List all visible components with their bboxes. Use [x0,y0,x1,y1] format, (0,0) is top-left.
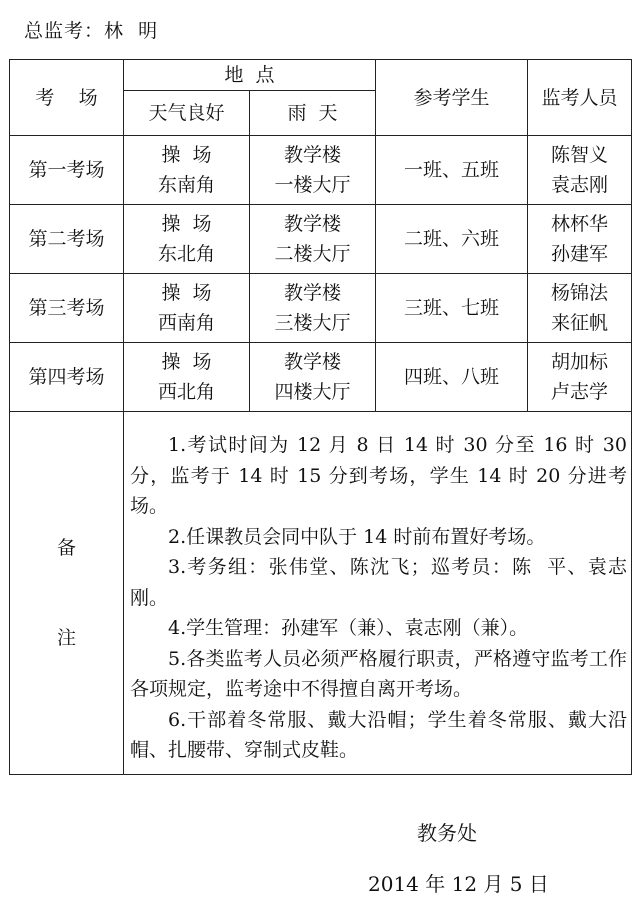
good-weather-cell [124,205,250,274]
header-room: 考 场 [10,60,124,136]
chief-proctor-line: 总监考：林 明 [24,20,159,42]
header-rain: 雨 天 [250,91,376,136]
good-weather-line1: 操 场 [161,213,212,235]
good-weather-cell [124,136,250,205]
remark-item: 3.考务组：张伟堂、陈沈飞；巡考员：陈 平、袁志刚。 [130,556,627,609]
remarks-label-char-2: 注 [56,626,76,649]
remark-item: 6.干部着冬常服、戴大沿帽；学生着冬常服、戴大沿帽、扎腰带、穿制式皮鞋。 [130,708,627,761]
rain-line2: 四楼大厅 [274,381,351,403]
good-weather-line1: 操 场 [161,282,212,304]
proctor-name: 孙建军 [550,243,608,265]
students-cell: 二班、六班 [376,205,528,274]
proctor-name: 林杯华 [550,213,608,235]
room-cell: 第四考场 [10,343,124,412]
issuing-office: 教务处 [417,821,477,845]
proctor-name: 胡加标 [550,351,608,373]
room-cell: 第二考场 [10,205,124,274]
remarks-body [124,412,632,775]
rain-cell [250,343,376,412]
good-weather-line2: 东南角 [157,174,215,196]
header-location: 地 点 [124,60,376,91]
rain-line1: 教学楼 [283,282,341,304]
remark-item: 5.各类监考人员必须严格履行职责，严格遵守监考工作各项规定，监考途中不得擅自离开考场。 [130,647,627,700]
proctor-name: 陈智义 [550,144,608,166]
table-row [10,136,632,205]
room-cell: 第一考场 [10,136,124,205]
rain-line2: 三楼大厅 [274,312,351,334]
proctor-name: 杨锦法 [550,282,608,304]
proctors-cell [528,205,632,274]
proctors-cell [528,343,632,412]
rain-cell [250,205,376,274]
good-weather-line1: 操 场 [161,144,212,166]
header-students: 参考学生 [376,60,528,136]
proctors-cell [528,136,632,205]
exam-arrangement-table [9,59,632,775]
good-weather-line1: 操 场 [161,351,212,373]
good-weather-cell [124,274,250,343]
proctors-cell [528,274,632,343]
rain-line1: 教学楼 [283,351,341,373]
issue-date: 2014 年 12 月 5 日 [368,872,549,896]
good-weather-line2: 西北角 [157,381,215,403]
proctor-name: 卢志学 [550,381,608,403]
good-weather-line2: 西南角 [157,312,215,334]
students-cell: 四班、八班 [376,343,528,412]
proctor-name: 袁志刚 [550,174,608,196]
students-cell: 三班、七班 [376,274,528,343]
remarks-label [10,412,124,775]
table-row [10,274,632,343]
header-proctors: 监考人员 [528,60,632,136]
good-weather-cell [124,343,250,412]
rain-line1: 教学楼 [283,213,341,235]
remark-item: 2.任课教员会同中队于 14 时前布置好考场。 [168,525,546,548]
header-good-weather: 天气良好 [124,91,250,136]
room-cell: 第三考场 [10,274,124,343]
remarks-label-char-1: 备 [56,536,76,559]
remark-item: 1.考试时间为 12 月 8 日 14 时 30 分至 16 时 30 分，监考于 14 时 15 分到考场，学生 14 时 20 分进考场。 [130,434,627,517]
rain-cell [250,136,376,205]
proctor-name: 来征帆 [550,312,608,334]
good-weather-line2: 东北角 [157,243,215,265]
table-row [10,343,632,412]
remark-item: 4.学生管理：孙建军（兼）、袁志刚（兼）。 [168,617,529,639]
rain-line2: 二楼大厅 [274,243,351,265]
rain-line2: 一楼大厅 [274,174,351,196]
table-row [10,205,632,274]
rain-line1: 教学楼 [283,144,341,166]
rain-cell [250,274,376,343]
students-cell: 一班、五班 [376,136,528,205]
